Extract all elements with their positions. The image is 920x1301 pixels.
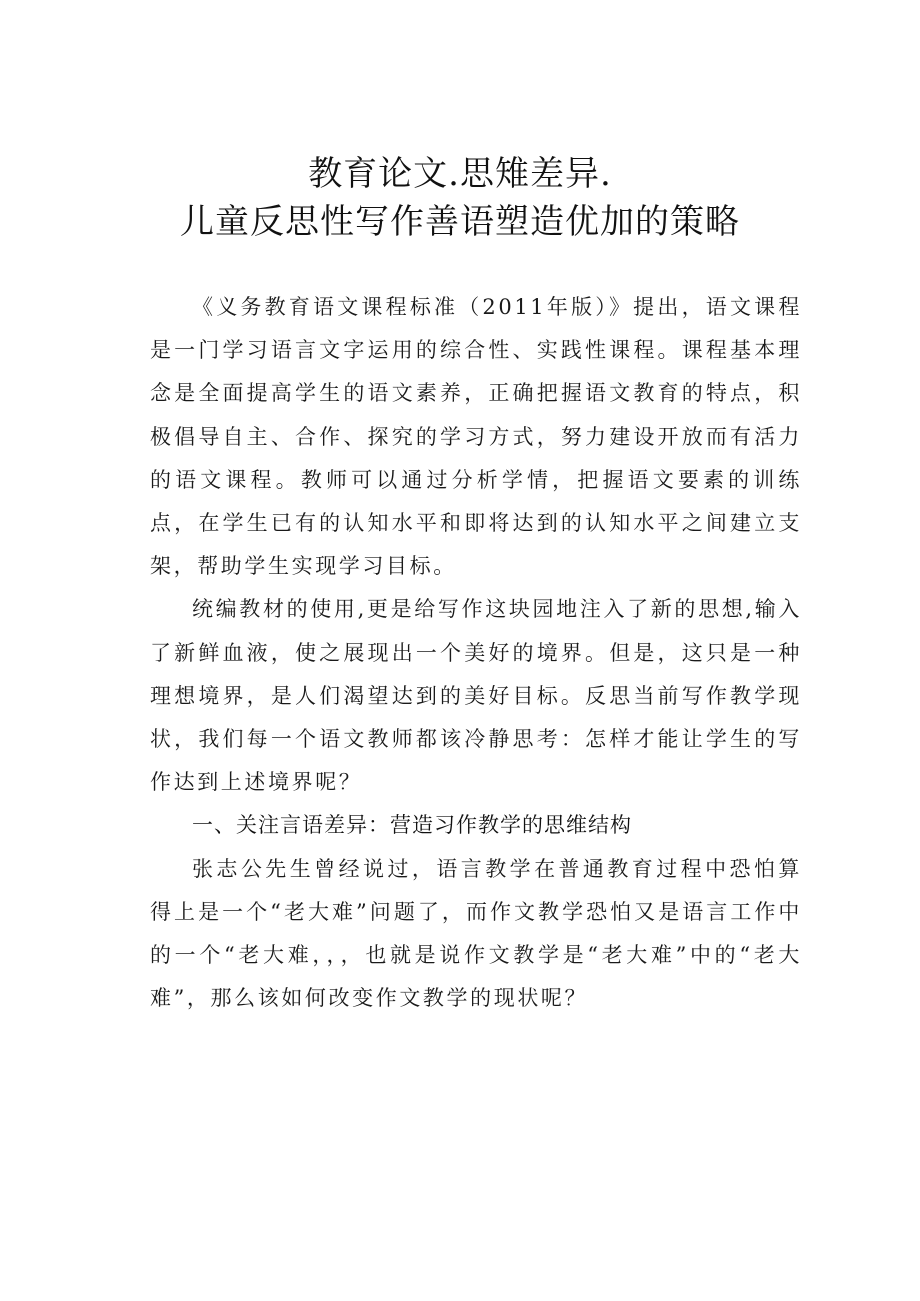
paragraph-intro: 《义务教育语文课程标准（2011年版）》提出，语文课程是一门学习语言文字运用的综合性、实践性课程。课程基本理念是全面提高学生的语文素养，正确把握语文教育的特点，积极倡导自主、合作、探究的学习方式，努力建设开放而有活力的语文课程。教师可以通过分析学情，把握语文要素的训练点，在学生已有的认知水平和即将达到的认知水平之间建立支架，帮助学生实现学习目标。 — [150, 295, 802, 579]
document-body — [150, 286, 802, 1020]
title-line-1: 教育论文.思雉差异. — [308, 154, 612, 194]
paragraph-textbook: 统编教材的使用,更是给写作这块园地注入了新的思想,输入了新鲜血液，使之展现出一个美好的境界。但是，这只是一种理想境界，是人们渴望达到的美好目标。反思当前写作教学现状，我们每一个语文教师都该冷静思考：怎样才能让学生的写作达到上述境界呢？ — [150, 597, 802, 795]
section-heading: 一、关注言语差异：营造习作教学的思维结构 — [192, 813, 632, 838]
title-line-2: 儿童反思性写作善语塑造优加的策略 — [180, 202, 740, 242]
document-title — [0, 150, 920, 246]
paragraph-section-one: 张志公先生曾经说过，语言教学在普通教育过程中恐怕算得上是一个“老大难”问题了，而作文教学恐怕又是语言工作中的一个“老大难，，，也就是说作文教学是“老大难”中的“老大难”，那么该如何改变作文教学的现状呢？ — [150, 856, 802, 1011]
